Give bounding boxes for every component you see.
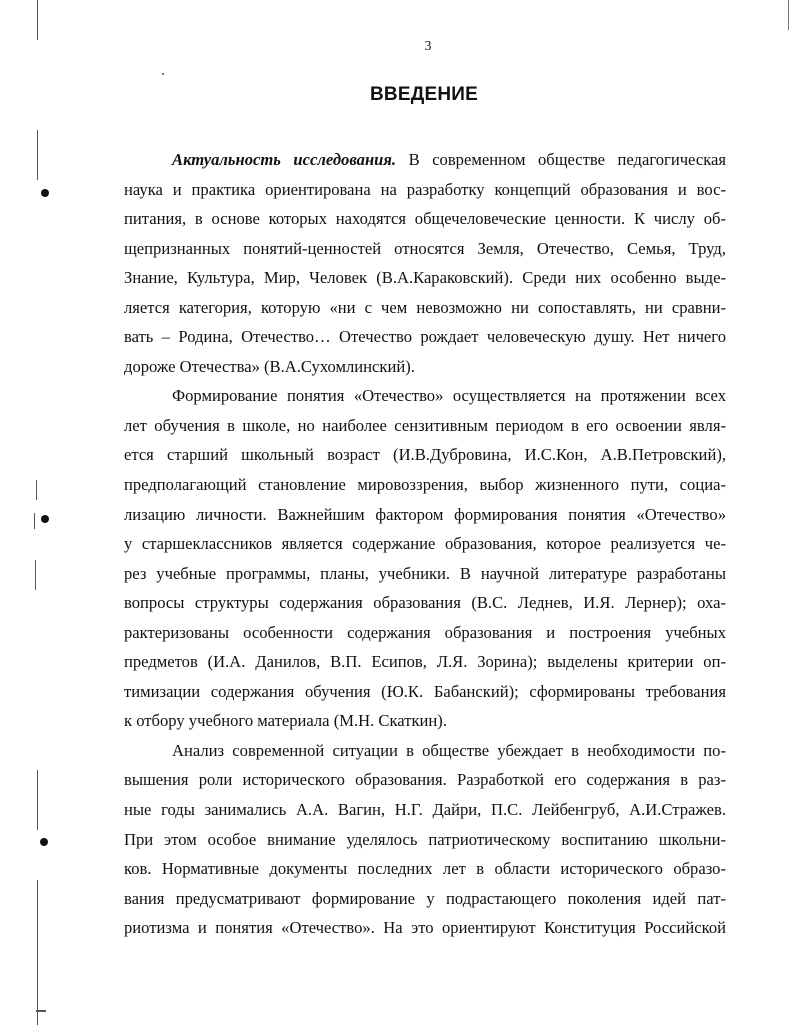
page-number: 3: [424, 39, 432, 54]
text-line: дороже Отечества» (В.А.Сухомлинский).: [124, 356, 415, 376]
text-line: ется старший школьный возраст (И.В.Дубровина, И.С.Кон, А.В.Петровский),: [124, 445, 726, 465]
lead-phrase: Актуальность исследования.: [172, 150, 397, 169]
text-line: у старшеклассников является содержание образования, которое реализуется че-: [124, 534, 726, 554]
body-text: [124, 145, 726, 943]
margin-scan-line: [35, 560, 36, 590]
text-line: предметов (И.А. Данилов, В.П. Есипов, Л.Я. Зорина); выделены критерии оп-: [124, 652, 726, 672]
text-line: ков. Нормативные документы последних лет в области исторического образо-: [124, 859, 726, 879]
text-line: питания, в основе которых находятся общечеловеческие ценности. К числу об-: [124, 209, 726, 229]
right-edge-scan-line: [788, 0, 789, 30]
left-margin-scan-marks: [0, 0, 60, 1025]
text-line: риотизма и понятия «Отечество». На это ориентируют Конституция Российской: [124, 918, 726, 938]
text-line: вать – Родина, Отечество… Отечество рождает человеческую душу. Нет ничего: [124, 327, 726, 347]
text-line: лизацию личности. Важнейшим фактором формирования понятия «Отечество»: [124, 504, 726, 524]
text-line: вания предусматривают формирование у подрастающего поколения идей пат-: [124, 888, 726, 908]
text-line: щепризнанных понятий-ценностей относятся Земля, Отечество, Семья, Труд,: [124, 238, 726, 258]
text-line: Формирование понятия «Отечество» осуществляется на протяжении всех: [172, 386, 726, 406]
text-line: ные годы занимались А.А. Вагин, Н.Г. Дайри, П.С. Лейбенгруб, А.И.Стражев.: [124, 800, 726, 820]
text-line: Анализ современной ситуации в обществе убеждает в необходимости по-: [172, 740, 726, 760]
punch-hole-mark: [41, 189, 49, 197]
text-line: ляется категория, которую «ни с чем невозможно ни сопоставлять, ни сравни-: [124, 297, 726, 317]
margin-scan-line: [36, 1010, 46, 1012]
text-line: вышения роли исторического образования. Разработкой его содержания в раз-: [124, 770, 726, 790]
margin-scan-line: [36, 480, 37, 500]
text-line: предполагающий становление мировоззрения, выбор жизненного пути, социа-: [124, 475, 726, 495]
margin-scan-line: [37, 770, 38, 830]
margin-scan-line: [37, 130, 38, 180]
text-line: При этом особое внимание уделялось патриотическому воспитанию школьни-: [124, 829, 726, 849]
text-line: к отбору учебного материала (М.Н. Скаткин).: [124, 711, 447, 731]
text-line: тимизации содержания обучения (Ю.К. Бабанский); сформированы требования: [124, 681, 726, 701]
text-line-fragment: В современном обществе педагогическая: [396, 150, 727, 169]
margin-scan-line: [34, 513, 35, 529]
text-line: рактеризованы особенности содержания образования и построения учебных: [124, 622, 726, 642]
margin-scan-line: [37, 0, 38, 40]
text-line: рез учебные программы, планы, учебники. В научной литературе разработаны: [124, 563, 726, 583]
stray-scan-dot: [162, 73, 164, 75]
punch-hole-mark: [40, 838, 48, 846]
text-line: Знание, Культура, Мир, Человек (В.А.Караковский). Среди них особенно выде-: [124, 268, 726, 288]
punch-hole-mark: [41, 515, 49, 523]
margin-scan-line: [37, 880, 38, 1025]
text-line: лет обучения в школе, но наиболее сензитивным периодом в его освоении явля-: [124, 415, 726, 435]
text-line: вопросы структуры содержания образования (В.С. Леднев, И.Я. Лернер); оха-: [124, 593, 726, 613]
section-heading: ВВЕДЕНИЕ: [370, 84, 478, 105]
text-line: наука и практика ориентирована на разработку концепций образования и вос-: [124, 179, 726, 199]
text-line: [124, 145, 726, 175]
